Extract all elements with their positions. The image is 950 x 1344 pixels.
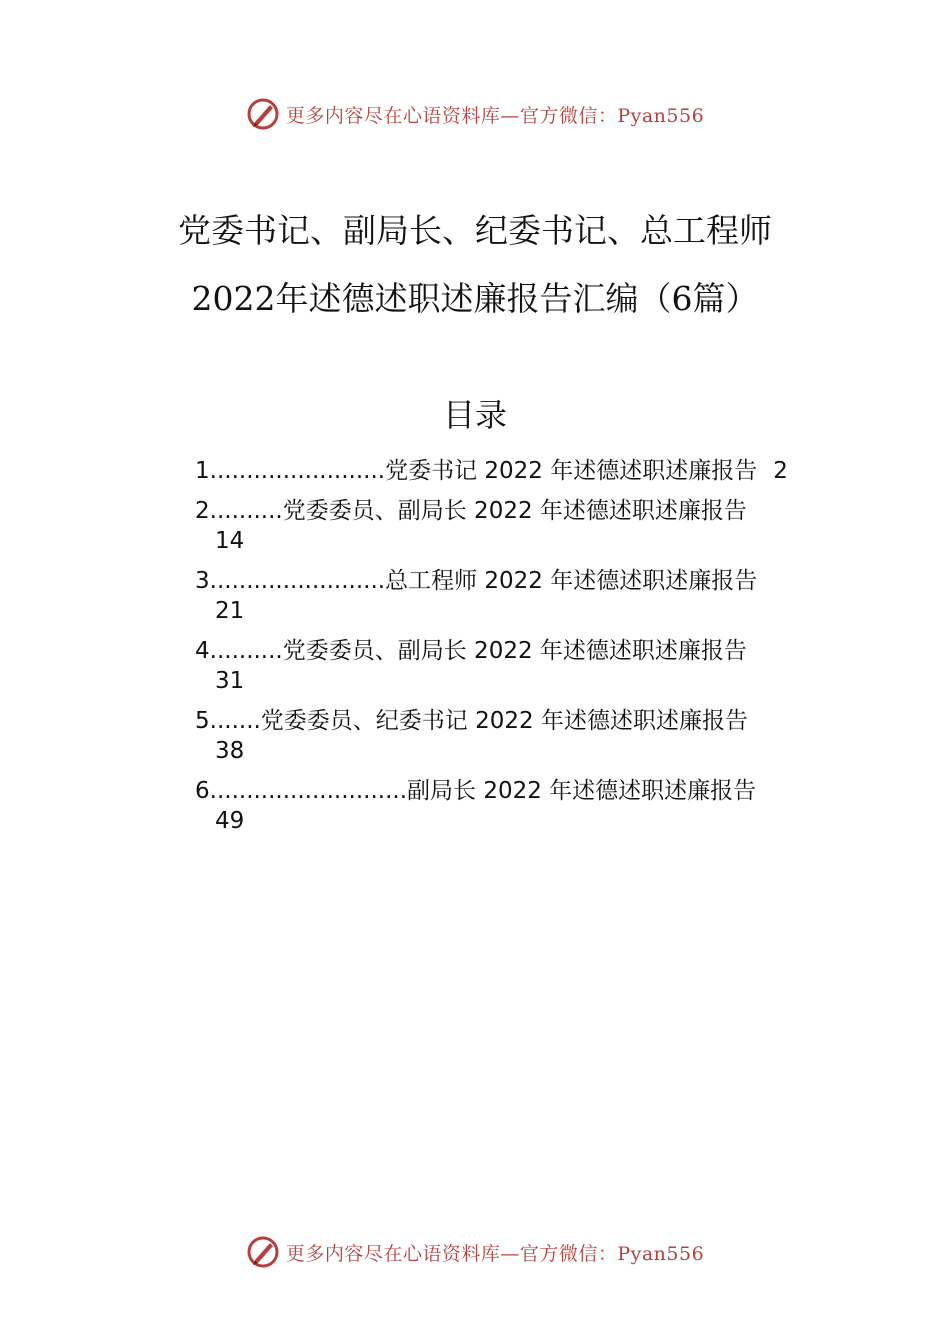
toc-page-number: 31 (215, 668, 245, 694)
toc-page-number: 49 (215, 808, 245, 834)
toc-page-number: 21 (215, 598, 245, 624)
table-of-contents (195, 456, 845, 846)
header-banner-text: 更多内容尽在心语资料库—官方微信：Pyan556 (285, 104, 705, 127)
toc-item[interactable] (195, 496, 845, 556)
toc-entry-text: 4..........党委委员、副局长 2022 年述德述职述廉报告 (195, 638, 747, 664)
footer-banner (0, 1230, 950, 1274)
toc-entry-text: 2..........党委委员、副局长 2022 年述德述职述廉报告 (195, 498, 747, 524)
toc-item[interactable] (195, 566, 845, 626)
document-title-line1: 党委书记、副局长、纪委书记、总工程师 (178, 211, 772, 250)
toc-entry-text: 5.......党委委员、纪委书记 2022 年述德述职述廉报告 (195, 708, 748, 734)
header-banner (0, 92, 950, 136)
toc-item[interactable] (195, 456, 845, 486)
toc-page-number: 38 (215, 738, 245, 764)
pen-logo-icon (246, 1235, 280, 1269)
toc-entry-text: 6...........................副局长 2022 年述德述职述廉报告 (195, 778, 757, 804)
toc-page-number: 2 (773, 458, 788, 484)
pen-logo-icon (246, 97, 280, 131)
document-title-line2: 2022年述德述职述廉报告汇编（6篇） (191, 279, 759, 318)
footer-banner-text: 更多内容尽在心语资料库—官方微信：Pyan556 (285, 1242, 705, 1265)
toc-entry-text: 1........................党委书记 2022 年述德述职述廉报告 (195, 458, 758, 484)
toc-item[interactable] (195, 636, 845, 696)
toc-item[interactable] (195, 776, 845, 836)
toc-page-number: 14 (215, 528, 245, 554)
toc-entry-text: 3........................总工程师 2022 年述德述职述廉报告 (195, 568, 758, 594)
toc-item[interactable] (195, 706, 845, 766)
toc-heading: 目录 (442, 396, 507, 434)
